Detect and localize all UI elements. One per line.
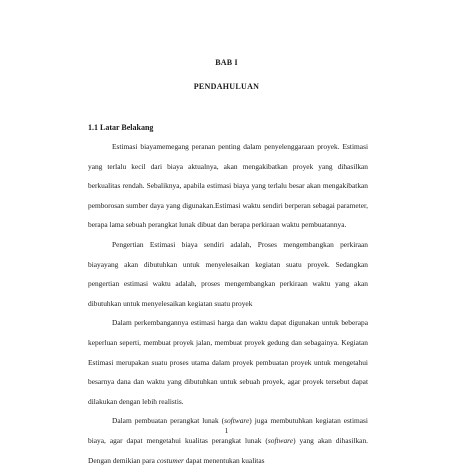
body-text xyxy=(88,137,368,470)
text-run: ) juga membutuhkan kegiatan estimasi biaya, agar dapat mengetahui kualitas perangkat lunak ( xyxy=(88,416,368,445)
chapter-label: BAB I xyxy=(215,58,238,67)
paragraph xyxy=(88,137,368,235)
text-run: dapat menentukan kualitas xyxy=(183,455,265,465)
paragraph xyxy=(88,313,368,411)
italic-term: software xyxy=(267,435,294,445)
text-run: ) yang akan dihasilkan. Dengan demikian para xyxy=(88,435,368,465)
text-run: Dalam perkembangannya estimasi harga dan waktu dapat digunakan untuk beberapa keperluan seperti, membuat proyek jalan, membuat proyek gedung dan sebagainya. Kegiatan Estimasi merupakan suatu proses utama dalam proyek pembuatan proyek untuk mengetahui besarnya dana dan waktu yang dibutuhkan untuk sebuah proyek, agar proyek tersebut dapat dilakukan dengan lebih realistis. xyxy=(88,318,368,406)
page-number: 1 xyxy=(224,426,229,435)
text-run: Estimasi biayamemegang peranan penting dalam penyelenggaraan proyek. Estimasi yang terlalu kecil dari biaya aktualnya, akan mengakibatkan proyek yang dihasilkan berkualitas rendah. Sebaliknya, apabila estimasi biaya yang terlalu besar akan mengakibatkan pemborosan sumber daya yang digunakan.Estimasi waktu sendiri berperan sebagai parameter, berapa lama sebuah perangkat lunak dibuat dan berapa perkiraan waktu pembuatannya. xyxy=(88,142,368,230)
chapter-title: PENDAHULUAN xyxy=(193,82,260,91)
text-run: Pengertian Estimasi biaya sendiri adalah, Proses mengembangkan perkiraan biayayang akan dibutuhkan untuk menyelesaikan kegiatan suatu proyek. Sedangkan pengertian estimasi waktu adalah, proses mengembangkan perkiraan waktu yang akan dibutuhkan untuk menyelesaikan kegiatan suatu proyek xyxy=(88,239,368,308)
paragraph xyxy=(88,235,368,313)
text-run: Dalam pembuatan perangkat lunak ( xyxy=(112,416,225,426)
section-heading: 1.1 Latar Belakang xyxy=(88,123,154,132)
italic-term: costumer xyxy=(156,455,184,465)
paragraph xyxy=(88,411,368,470)
italic-term: software xyxy=(224,416,250,426)
